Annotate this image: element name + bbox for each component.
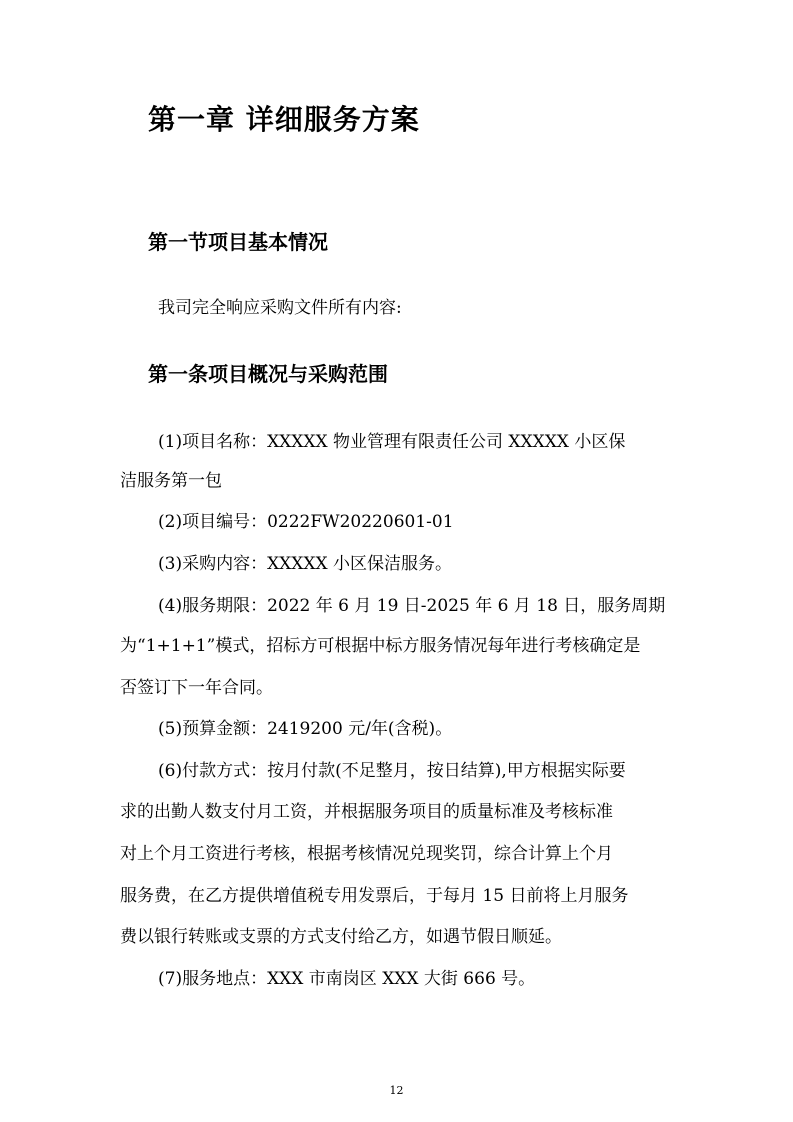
item-3-line-1: (3)采购内容：XXXXX 小区保洁服务。: [158, 554, 452, 574]
item-6-line-3: 对上个月工资进行考核，根据考核情况兑现奖罚，综合计算上个月: [120, 844, 613, 864]
item-1-line-1: (1)项目名称：XXXXX 物业管理有限责任公司 XXXXX 小区保: [158, 432, 626, 452]
item-5-line-1: (5)预算金额：2419200 元/年(含税)。: [158, 719, 453, 739]
item-6-line-1: (6)付款方式：按月付款(不足整月，按日结算),甲方根据实际要: [158, 761, 626, 781]
item-4-line-2: 为“1+1+1”模式，招标方可根据中标方服务情况每年进行考核确定是: [120, 636, 641, 656]
item-6-line-2: 求的出勤人数支付月工资，并根据服务项目的质量标准及考核标准: [120, 802, 613, 822]
chapter-title: 第一章 详细服务方案: [148, 103, 420, 136]
intro-paragraph: 我司完全响应采购文件所有内容:: [158, 298, 402, 318]
item-1-line-2: 洁服务第一包: [120, 471, 222, 491]
item-7-line-1: (7)服务地点：XXX 市南岗区 XXX 大街 666 号。: [158, 969, 536, 989]
section-title: 第一节项目基本情况: [148, 230, 328, 254]
page-number: 12: [389, 1084, 404, 1097]
item-6-line-5: 费以银行转账或支票的方式支付给乙方，如遇节假日顺延。: [120, 927, 562, 947]
article-title: 第一条项目概况与采购范围: [148, 362, 388, 386]
item-4-line-3: 否签订下一年合同。: [120, 678, 273, 698]
item-2-line-1: (2)项目编号：0222FW20220601-01: [158, 512, 454, 532]
item-4-line-1: (4)服务期限：2022 年 6 月 19 日-2025 年 6 月 18 日，服务周期: [158, 596, 666, 616]
item-6-line-4: 服务费，在乙方提供增值税专用发票后，于每月 15 日前将上月服务: [120, 886, 629, 906]
